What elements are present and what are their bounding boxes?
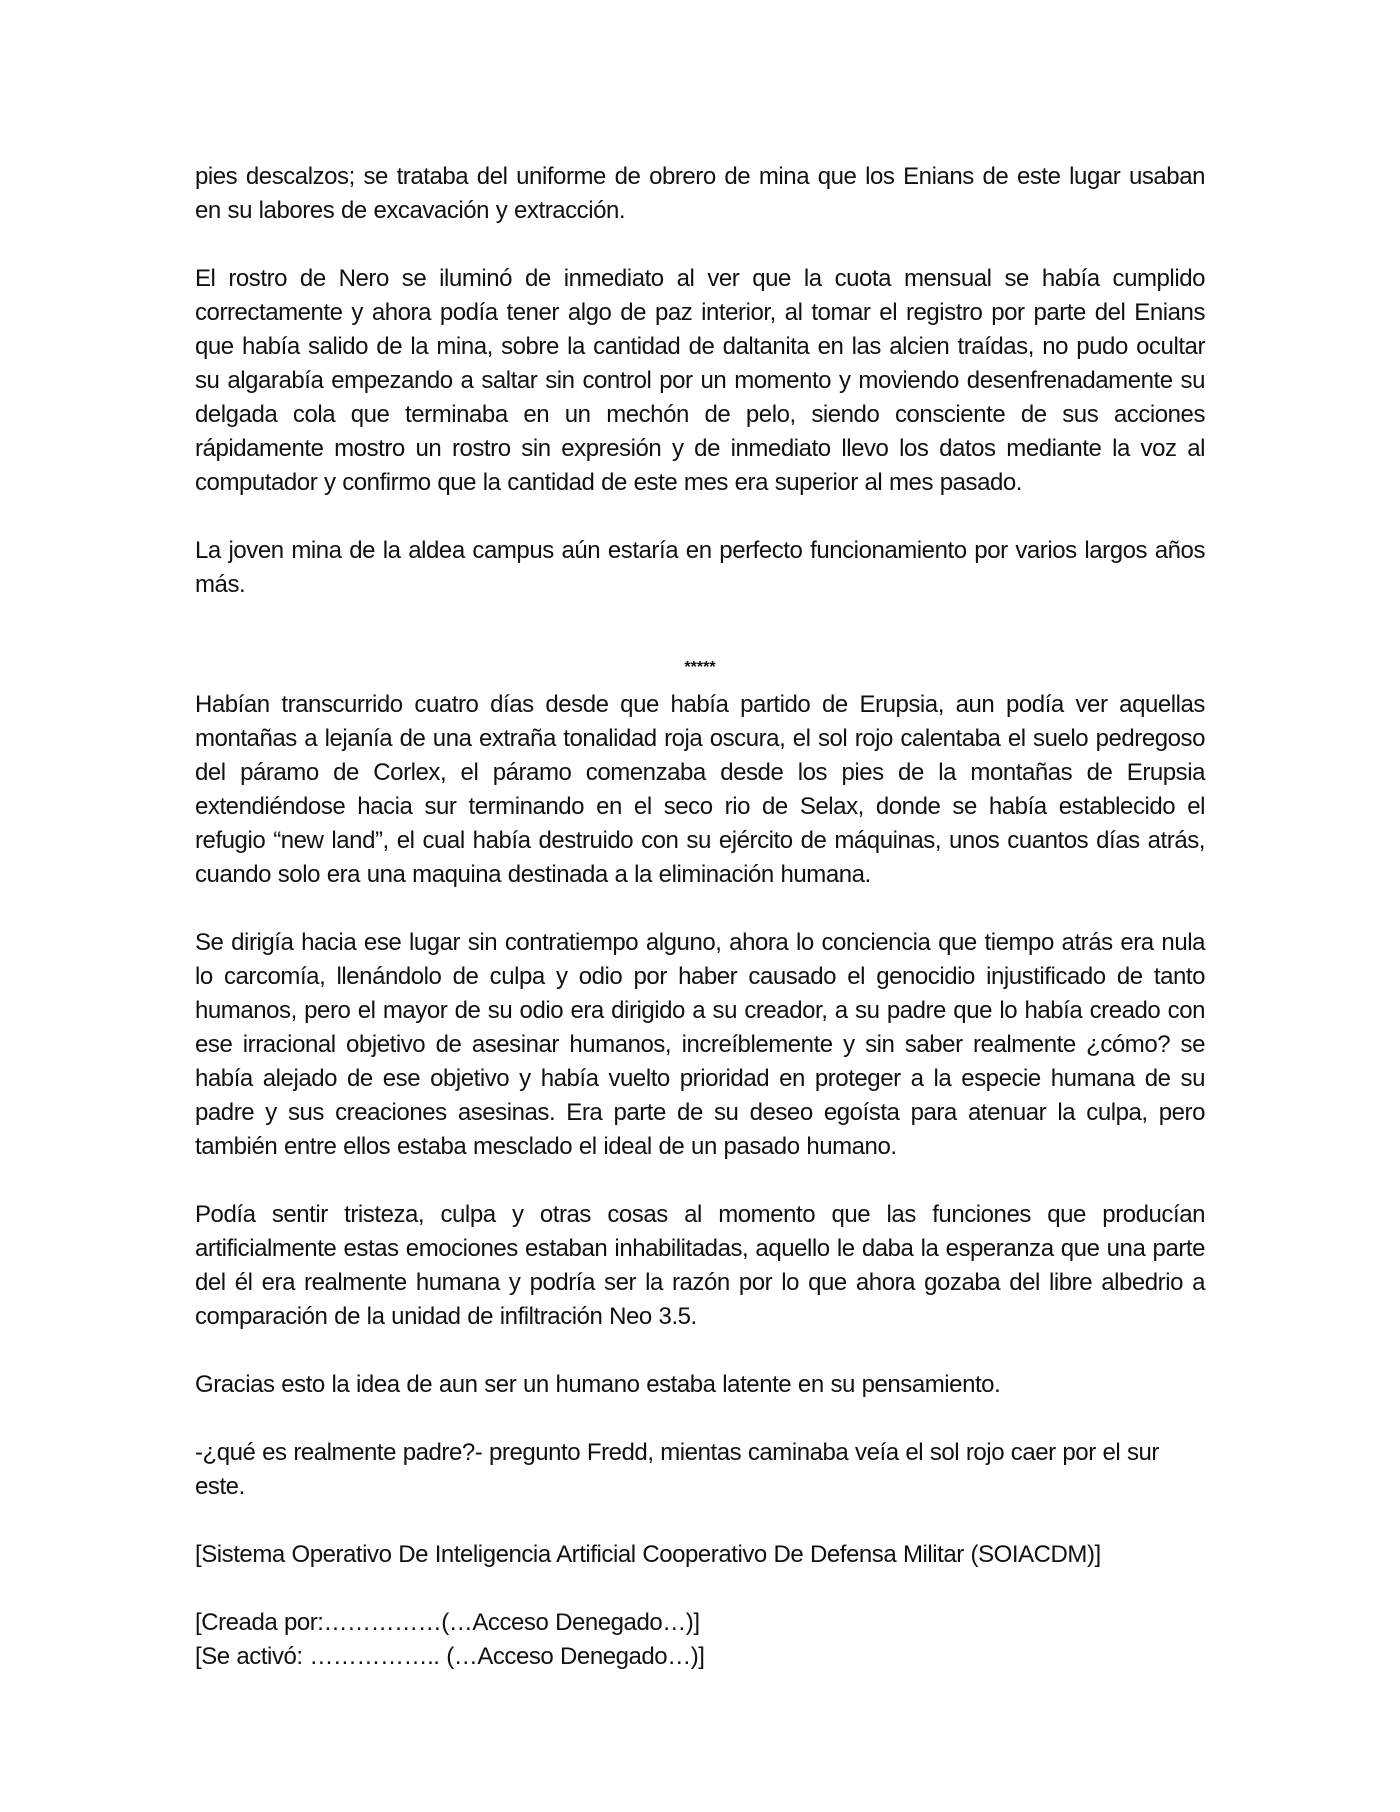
- paragraph-nero: El rostro de Nero se iluminó de inmediato al ver que la cuota mensual se había cumplido correctamente y ahora podía tener algo de paz interior, al tomar el registro por parte del Enians que había salido de la mina, sobre la cantidad de daltanita en las alcien traídas, no pudo ocultar su algarabía empezando a saltar sin control por un momento y moviendo desenfrenadamente su delgada cola que terminaba en un mechón de pelo, siendo consciente de sus acciones rápidamente mostro un rostro sin expresión y de inmediato llevo los datos mediante la voz al computador y confirmo que la cantidad de este mes era superior al mes pasado.: [195, 265, 1205, 496]
- access-block: [195, 1606, 1205, 1674]
- paragraph-mina: La joven mina de la aldea campus aún estaría en perfecto funcionamiento por varios largos años más.: [195, 537, 1205, 598]
- document-body: [195, 160, 1205, 1708]
- paragraph-culpa: Se dirigía hacia ese lugar sin contratiempo alguno, ahora lo conciencia que tiempo atrás era nula lo carcomía, llenándolo de culpa y odio por haber causado el genocidio injustificado de tanto humanos, pero el mayor de su odio era dirigido a su creador, a su padre que lo había creado con ese irracional objetivo de asesinar humanos, increíblemente y sin saber realmente ¿cómo? se había alejado de ese objetivo y había vuelto prioridad en proteger a la especie humana de su padre y sus creaciones asesinas. Era parte de su deseo egoísta para atenuar la culpa, pero también entre ellos estaba mesclado el ideal de un pasado humano.: [195, 929, 1205, 1160]
- access-line-created: [Creada por:……………(…Acceso Denegado…)]: [195, 1609, 700, 1636]
- paragraph-uniforme: pies descalzos; se trataba del uniforme de obrero de mina que los Enians de este lugar usaban en su labores de excavación y extracción.: [195, 163, 1205, 224]
- paragraph-erupsia: Habían transcurrido cuatro días desde que había partido de Erupsia, aun podía ver aquellas montañas a lejanía de una extraña tonalidad roja oscura, el sol rojo calentaba el suelo pedregoso del páramo de Corlex, el páramo comenzaba desde los pies de la montañas de Erupsia extendiéndose hacia sur terminando en el seco rio de Selax, donde se había establecido el refugio “new land”, el cual había destruido con su ejército de máquinas, unos cuantos días atrás, cuando solo era una maquina destinada a la eliminación humana.: [195, 691, 1205, 888]
- paragraph-dialogue: -¿qué es realmente padre?- pregunto Fredd, mientas caminaba veía el sol rojo caer por el sur este.: [195, 1439, 1159, 1500]
- section-separator: *****: [684, 659, 716, 676]
- access-line-activated: [Se activó: …………….. (…Acceso Denegado…)]: [195, 1643, 705, 1670]
- paragraph-gracias: Gracias esto la idea de aun ser un humano estaba latente en su pensamiento.: [195, 1371, 1001, 1398]
- paragraph-system-name: [Sistema Operativo De Inteligencia Artificial Cooperativo De Defensa Militar (SOIACDM)]: [195, 1541, 1101, 1568]
- paragraph-tristeza: Podía sentir tristeza, culpa y otras cosas al momento que las funciones que producían artificialmente estas emociones estaban inhabilitadas, aquello le daba la esperanza que una parte del él era realmente humana y podría ser la razón por lo que ahora gozaba del libre albedrio a comparación de la unidad de infiltración Neo 3.5.: [195, 1201, 1205, 1330]
